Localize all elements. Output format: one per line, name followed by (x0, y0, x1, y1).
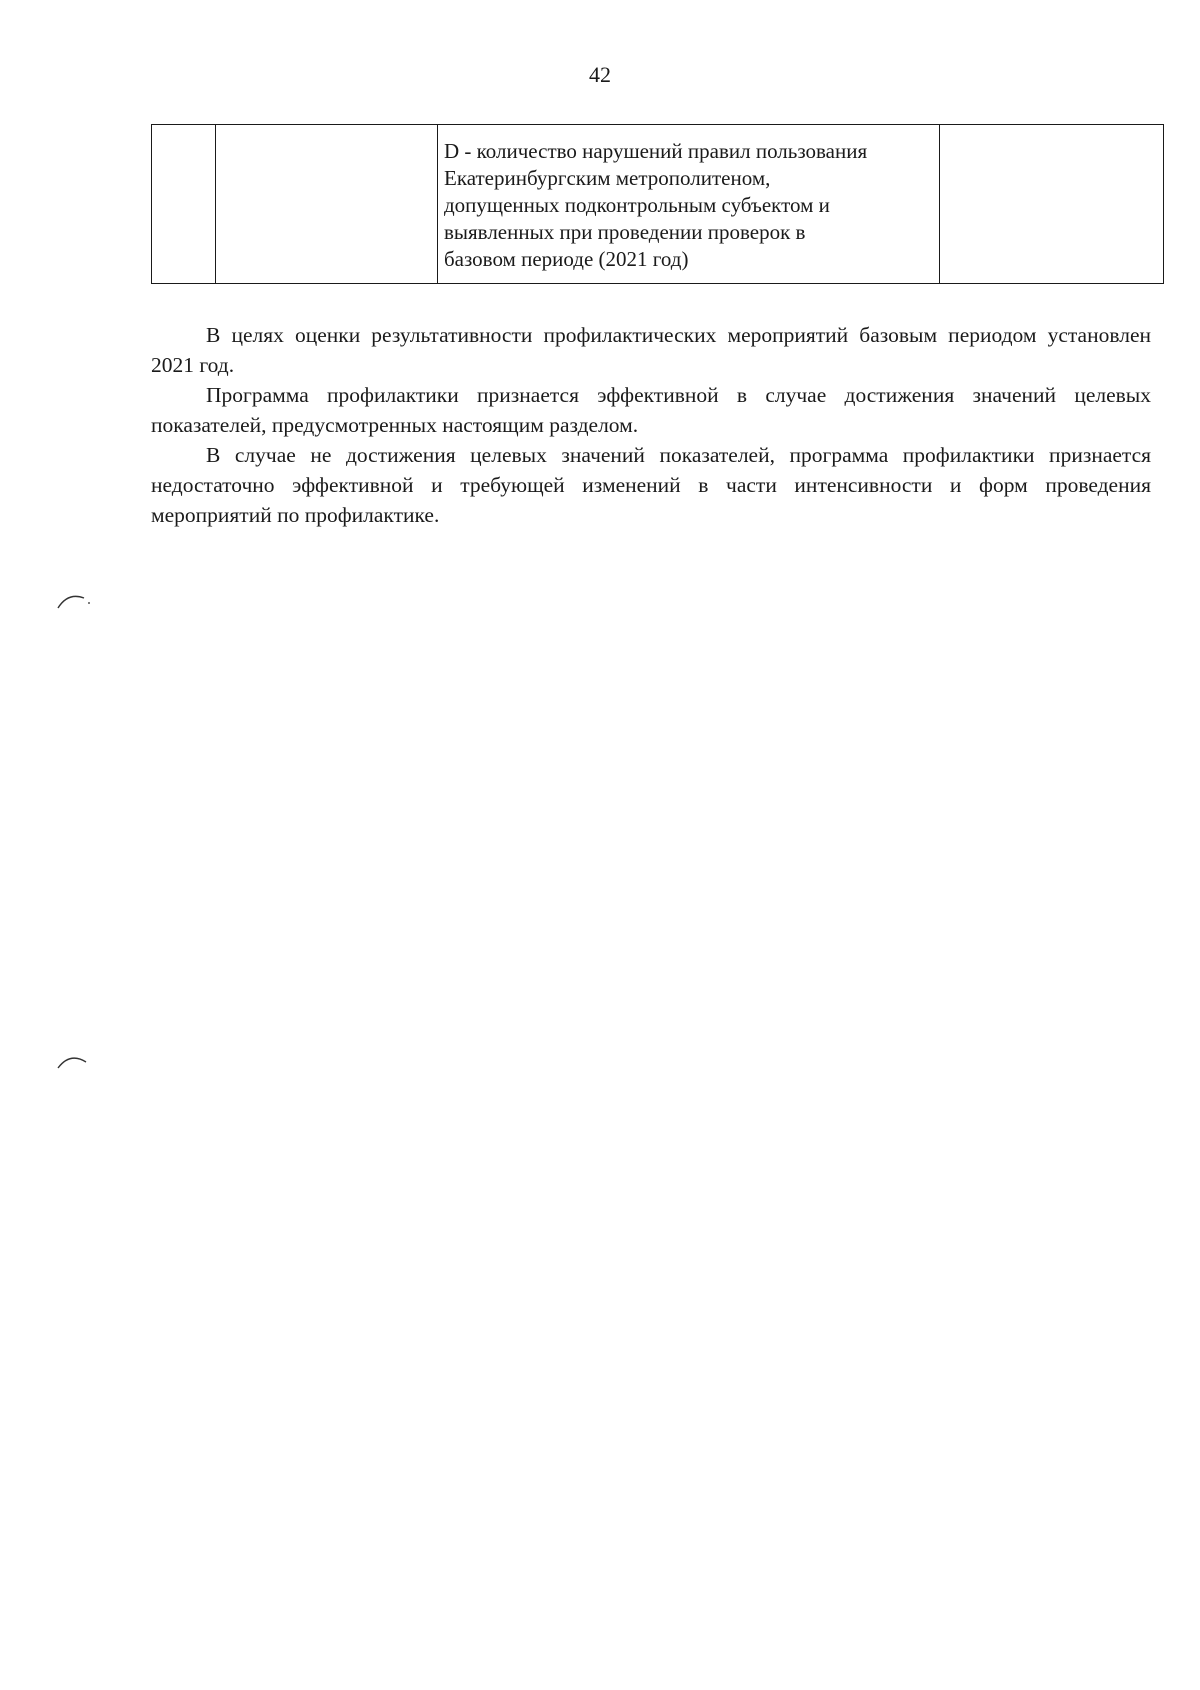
paragraph-base-period: В целях оценки результативности профилактических мероприятий базовым периодом установлен 2021 год. (151, 323, 1151, 377)
table-cell-number (152, 125, 216, 284)
table-cell-formula-description (438, 125, 940, 284)
cell-text-line: Екатеринбургским метрополитеном, (444, 166, 771, 190)
paragraph-effectiveness: Программа профилактики признается эффективной в случае достижения значений целевых показателей, предусмотренных настоящим разделом. (151, 383, 1151, 437)
table-cell-indicator (216, 125, 438, 284)
paragraph-insufficient-effectiveness: В случае не достижения целевых значений показателей, программа профилактики признается недостаточно эффективной и требующей изменений в части интенсивности и форм проведения мероприятий по профилактике. (151, 443, 1151, 527)
body-text (151, 320, 1151, 530)
punch-hole-mark-upper (56, 590, 96, 610)
cell-text-line: допущенных подконтрольным субъектом и (444, 193, 830, 217)
cell-text-line: базовом периоде (2021 год) (444, 247, 689, 271)
punch-hole-mark-lower (56, 1050, 96, 1070)
indicator-table (151, 124, 1164, 284)
table-cell-value (940, 125, 1164, 284)
table-row (152, 125, 1164, 284)
cell-text-line: выявленных при проведении проверок в (444, 220, 806, 244)
page-number: 42 (589, 62, 611, 87)
cell-text-line: D - количество нарушений правил пользования (444, 139, 868, 163)
